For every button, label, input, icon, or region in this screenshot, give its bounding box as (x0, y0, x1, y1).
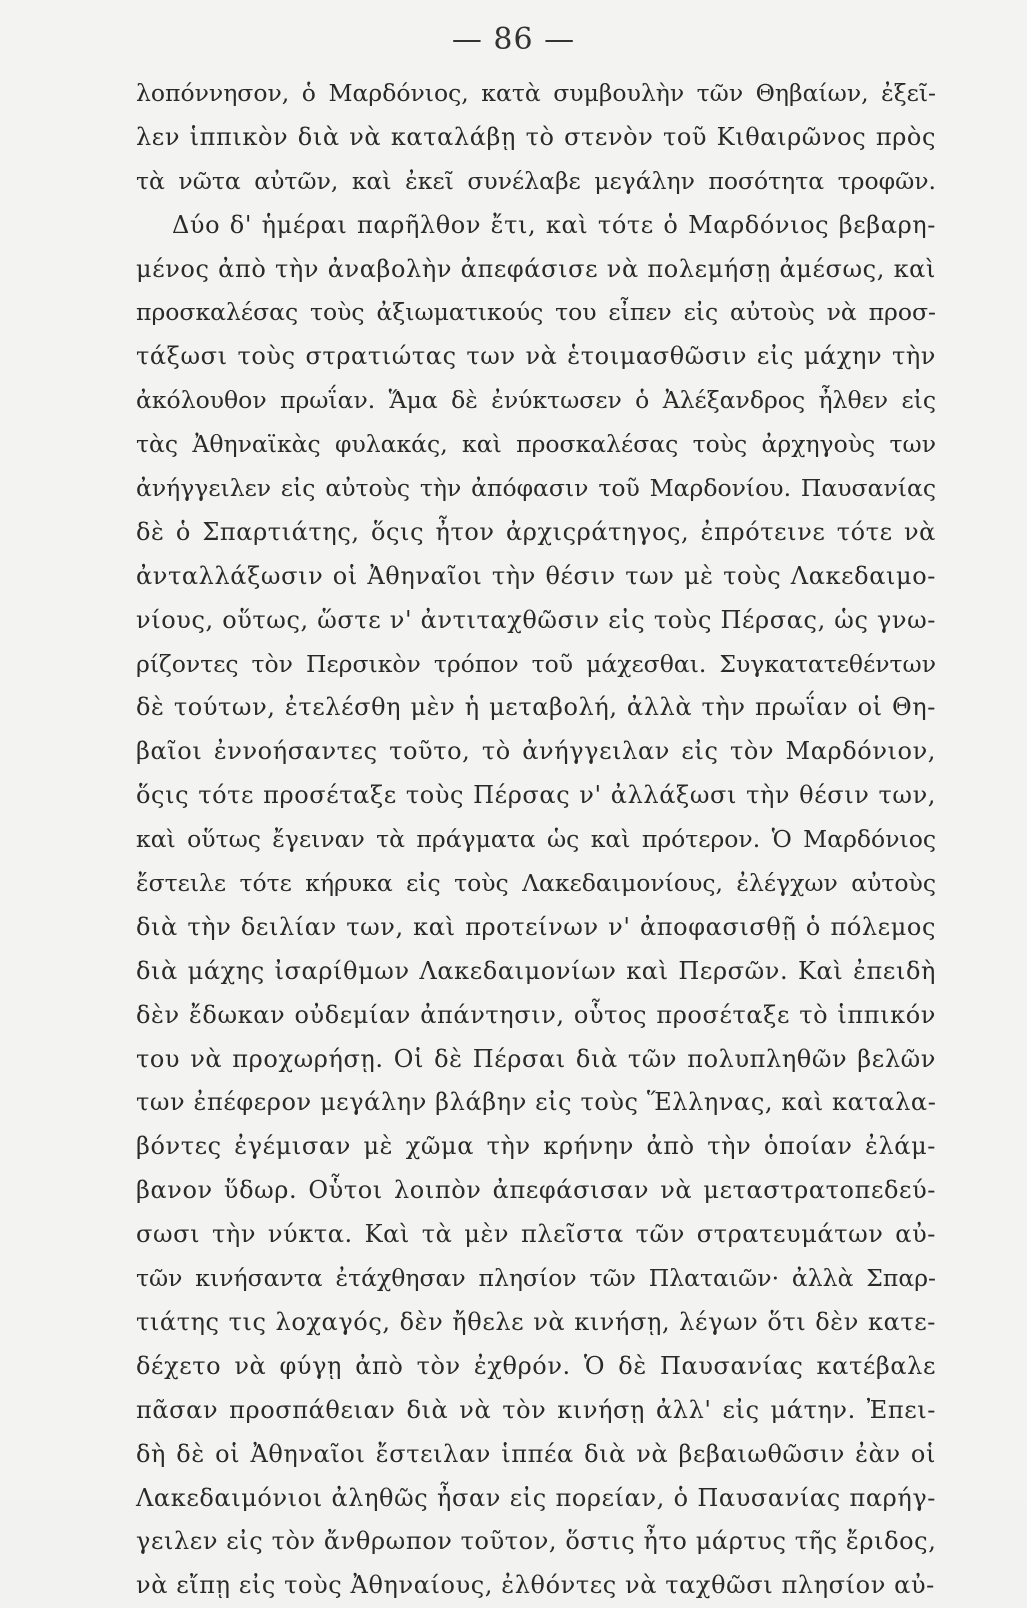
text-line: ὅςις τότε προσέταξε τοὺς Πέρσας ν' ἀλλάξωσι τὴν θέσιν των, (136, 781, 936, 810)
text-line: πᾶσαν προσπάθειαν διὰ νὰ τὸν κινήσῃ ἀλλ' εἰς μάτην. Ἐπει- (136, 1395, 936, 1424)
text-line: των ἐπέφερον μεγάλην βλάβην εἰς τοὺς Ἕλληνας, καὶ καταλα- (136, 1088, 937, 1117)
text-line: Λακεδαιμόνιοι ἀληθῶς ἦσαν εἰς πορείαν, ὁ Παυσανίας παρήγ- (136, 1483, 936, 1512)
text-line: δὲ ὁ Σπαρτιάτης, ὅςις ἦτον ἀρχιςράτηγος, ἐπρότεινε τότε νὰ (136, 517, 936, 546)
text-line: δὴ δὲ οἱ Ἀθηναῖοι ἔστειλαν ἱππέα διὰ νὰ βεβαιωθῶσιν ἐὰν οἱ (136, 1439, 936, 1468)
text-line: τῶν κινήσαντα ἐτάχθησαν πλησίον τῶν Πλαταιῶν· ἀλλὰ Σπαρ- (136, 1264, 936, 1293)
text-line: λεν ἱππικὸν διὰ νὰ καταλάβῃ τὸ στενὸν τοῦ Κιθαιρῶνος πρὸς (136, 122, 936, 151)
text-line: γειλεν εἰς τὸν ἄνθρωπον τοῦτον, ὅστις ἦτο μάρτυς τῆς ἔριδος, (136, 1527, 937, 1556)
text-line: ἀνταλλάξωσιν οἱ Ἀθηναῖοι τὴν θέσιν των μὲ τοὺς Λακεδαιμο- (136, 561, 936, 590)
text-line: ρίζοντες τὸν Περσικὸν τρόπον τοῦ μάχεσθαι. Συγκατατεθέντων (136, 649, 936, 678)
text-line: μένος ἀπὸ τὴν ἀναβολὴν ἀπεφάσισε νὰ πολεμήσῃ ἀμέσως, καὶ (136, 254, 936, 283)
text-line: δὲν ἔδωκαν οὐδεμίαν ἀπάντησιν, οὗτος προσέταξε τὸ ἱππικόν (136, 1000, 936, 1029)
text-line: προσκαλέσας τοὺς ἀξιωματικούς του εἶπεν εἰς αὐτοὺς νὰ προσ- (136, 298, 936, 327)
text-line: τάξωσι τοὺς στρατιώτας των νὰ ἑτοιμασθῶσιν εἰς μάχην τὴν (136, 342, 936, 371)
body-text (136, 72, 936, 1608)
page-number: — 86 — (451, 22, 576, 57)
text-line: σωσι τὴν νύκτα. Καὶ τὰ μὲν πλεῖστα τῶν στρατευμάτων αὐ- (136, 1220, 936, 1249)
text-line: ἀνήγγειλεν εἰς αὐτοὺς τὴν ἀπόφασιν τοῦ Μαρδονίου. Παυσανίας (136, 474, 936, 503)
text-line: βαῖοι ἐννοήσαντες τοῦτο, τὸ ἀνήγγειλαν εἰς τὸν Μαρδόνιον, (136, 737, 936, 766)
text-line: ἀκόλουθον πρωΐαν. Ἅμα δὲ ἐνύκτωσεν ὁ Ἀλέξανδρος ἦλθεν εἰς (136, 386, 936, 415)
text-line: Δύο δ' ἡμέραι παρῆλθον ἔτι, καὶ τότε ὁ Μαρδόνιος βεβαρη- (172, 210, 936, 239)
text-line: δὲ τούτων, ἐτελέσθη μὲν ἡ μεταβολή, ἀλλὰ τὴν πρωΐαν οἱ Θη- (136, 693, 936, 722)
text-line: νὰ εἴπῃ εἰς τοὺς Ἀθηναίους, ἐλθόντες νὰ ταχθῶσι πλησίον αὐ- (136, 1571, 935, 1600)
text-line: καὶ οὕτως ἔγειναν τὰ πράγματα ὡς καὶ πρότερον. Ὁ Μαρδόνιος (136, 825, 936, 854)
text-line: τὰ νῶτα αὐτῶν, καὶ ἐκεῖ συνέλαβε μεγάλην ποσότητα τροφῶν. (136, 166, 936, 195)
text-line: βανον ὕδωρ. Οὗτοι λοιπὸν ἀπεφάσισαν νὰ μεταστρατοπεδεύ- (136, 1176, 936, 1205)
text-line: τὰς Ἀθηναϊκὰς φυλακάς, καὶ προσκαλέσας τοὺς ἀρχηγοὺς των (136, 430, 936, 459)
text-line: δέχετο νὰ φύγῃ ἀπὸ τὸν ἐχθρόν. Ὁ δὲ Παυσανίας κατέβαλε (136, 1351, 936, 1380)
text-line: του νὰ προχωρήσῃ. Οἱ δὲ Πέρσαι διὰ τῶν πολυπληθῶν βελῶν (136, 1044, 936, 1073)
text-line: λοπόννησον, ὁ Μαρδόνιος, κατὰ συμβουλὴν τῶν Θηβαίων, ἐξεῖ- (136, 79, 936, 107)
text-line: ἔστειλε τότε κήρυκα εἰς τοὺς Λακεδαιμονίους, ἐλέγχων αὐτοὺς (136, 869, 936, 898)
text-line: νίους, οὕτως, ὥστε ν' ἀντιταχθῶσιν εἰς τοὺς Πέρσας, ὡς γνω- (136, 605, 936, 634)
text-line: διὰ τὴν δειλίαν των, καὶ προτείνων ν' ἀποφασισθῇ ὁ πόλεμος (136, 912, 936, 941)
text-line: διὰ μάχης ἰσαρίθμων Λακεδαιμονίων καὶ Περσῶν. Καὶ ἐπειδὴ (136, 956, 936, 985)
text-line: βόντες ἐγέμισαν μὲ χῶμα τὴν κρήνην ἀπὸ τὴν ὁποίαν ἐλάμ- (136, 1132, 936, 1161)
text-line: τιάτης τις λοχαγός, δὲν ἤθελε νὰ κινήσῃ, λέγων ὅτι δὲν κατε- (136, 1307, 936, 1336)
